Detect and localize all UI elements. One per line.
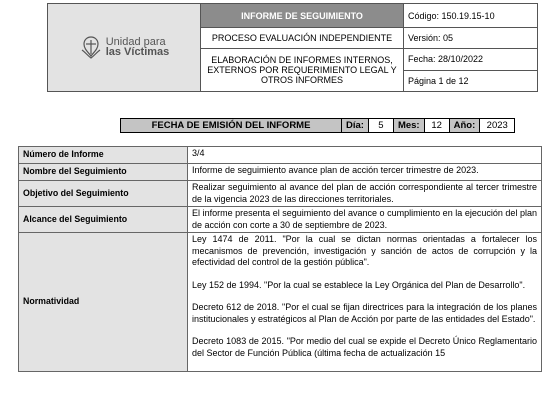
row-label: Número de Informe xyxy=(19,147,188,164)
logo-line-2: las Víctimas xyxy=(105,45,170,58)
emission-date-table xyxy=(120,118,515,133)
logo-line-1: Unidad para xyxy=(105,35,166,48)
norm-item: Decreto 612 de 2018. "Por el cual se fijan directrices para la integración de los planes institucionales y estratégicos al Plan de Acción por parte de las entidades del Estado". xyxy=(192,302,537,324)
table-row xyxy=(19,164,542,181)
table-row xyxy=(19,147,542,164)
normatividad-list xyxy=(188,233,542,372)
logo xyxy=(79,34,170,60)
norm-item: Ley 1474 de 2011. "Por la cual se dictan normas orientadas a fortalecer los mecanismos de prevención, investigación y sanción de actos de corrupción y la efectividad del control de la gestión pública". xyxy=(192,234,537,267)
row-label: Alcance del Seguimiento xyxy=(19,207,188,233)
row-value: El informe presenta el seguimiento del avance o cumplimiento en la ejecución del plan de acción con corte a 30 de septiembre de 2023. xyxy=(188,207,542,233)
table-row xyxy=(19,207,542,233)
table-row xyxy=(19,233,542,372)
row-value: 3/4 xyxy=(188,147,542,164)
row-value: Realizar seguimiento al avance del plan de acción correspondiente al tercer trimestre de la vigencia 2023 de las direcciones territoriales. xyxy=(188,181,542,207)
norm-item: Ley 152 de 1994. "Por la cual se establece la Ley Orgánica del Plan de Desarrollo". xyxy=(192,279,526,290)
year-value: 2023 xyxy=(480,119,515,133)
norm-item: Decreto 1083 de 2015. "Por medio del cual se expide el Decreto Único Reglamentario del Sector de Función Pública (última fecha de actualización 15 xyxy=(192,336,537,358)
document-code: Código: 150.19.15-10 xyxy=(404,4,538,28)
normatividad-label: Normatividad xyxy=(19,233,188,372)
row-value: Informe de seguimiento avance plan de acción tercer trimestre de 2023. xyxy=(188,164,542,181)
unidad-victimas-emblem-icon xyxy=(79,34,103,60)
row-label: Nombre del Seguimiento xyxy=(19,164,188,181)
page-number: Página 1 de 12 xyxy=(404,70,538,92)
process-name: PROCESO EVALUACIÓN INDEPENDIENTE xyxy=(201,28,404,49)
document-date: Fecha: 28/10/2022 xyxy=(404,49,538,71)
document-version: Versión: 05 xyxy=(404,28,538,49)
document-title: INFORME DE SEGUIMIENTO xyxy=(201,4,404,28)
row-label: Objetivo del Seguimiento xyxy=(19,181,188,207)
procedure-name: ELABORACIÓN DE INFORMES INTERNOS, EXTERNOS POR REQUERIMIENTO LEGAL Y OTROS INFORMES xyxy=(201,49,404,92)
document-header xyxy=(47,3,538,92)
logo-cell xyxy=(48,4,201,92)
table-row xyxy=(19,181,542,207)
day-label: Día: xyxy=(342,119,369,133)
month-label: Mes: xyxy=(393,119,424,133)
emission-date-label: FECHA DE EMISIÓN DEL INFORME xyxy=(121,119,342,133)
month-value: 12 xyxy=(424,119,449,133)
day-value: 5 xyxy=(368,119,393,133)
report-info-table xyxy=(18,146,542,372)
year-label: Año: xyxy=(449,119,480,133)
